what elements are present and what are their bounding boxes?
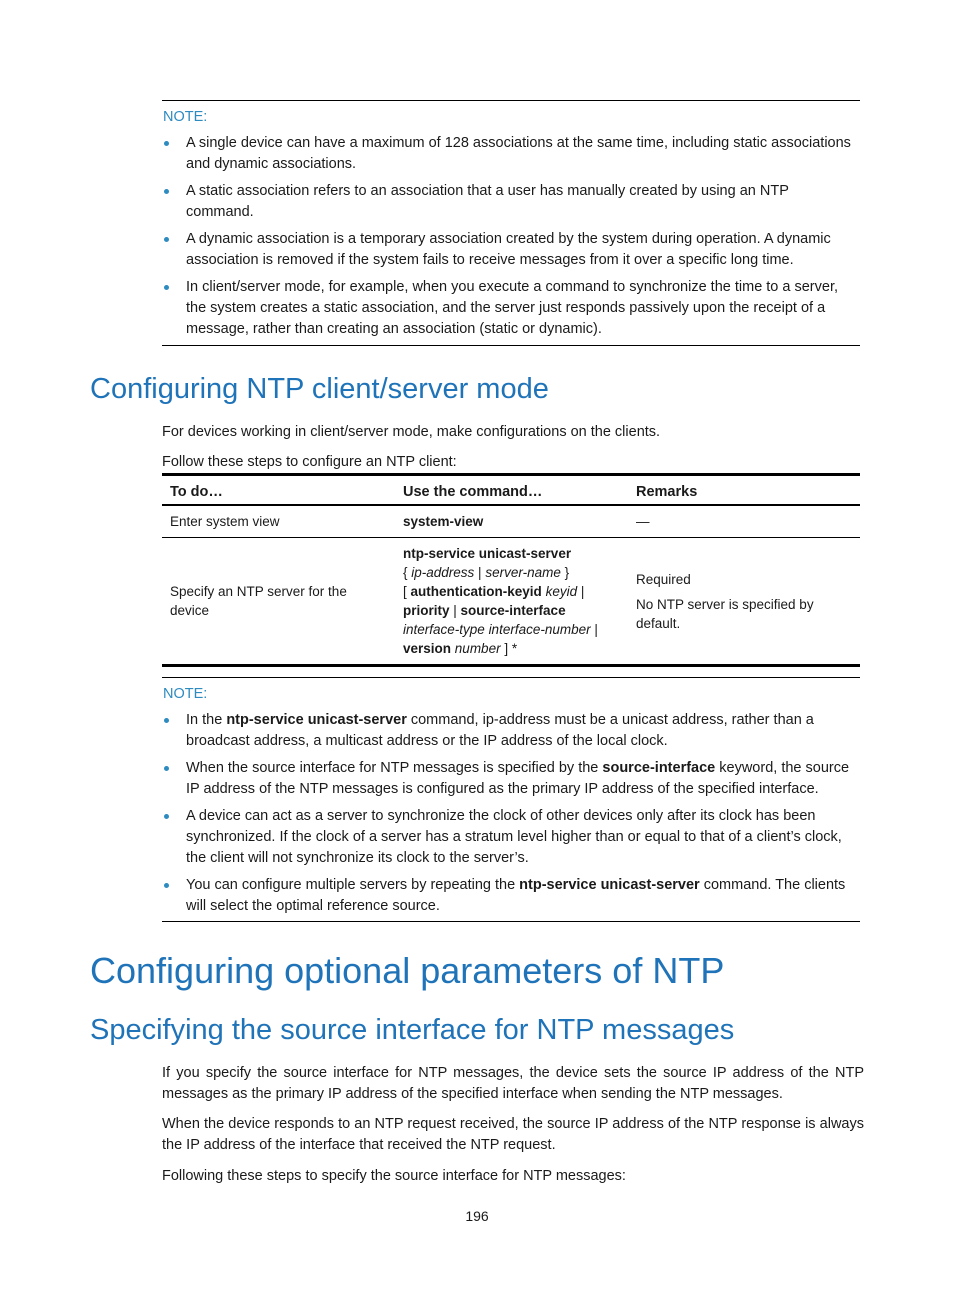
cmd-symbol: | [590,622,598,637]
section-intro: For devices working in client/server mode, make configurations on the clients. [162,424,661,440]
cmd-arg: number [454,641,501,656]
cell-remarks: — [628,505,860,538]
note-label: NOTE: [163,686,208,702]
section-heading: Configuring NTP client/server mode [90,373,549,405]
cell-todo: Specify an NTP server for the device [162,538,395,666]
note-box-1 [162,100,860,346]
cmd-symbol: { [403,565,412,580]
table-row [162,538,860,666]
cmd-keyword: ntp-service unicast-server [403,546,572,561]
command-table [162,473,860,667]
text-run: In the [186,712,227,728]
bullet-icon [164,237,169,242]
list-item-text: A static association refers to an association that a user has manually created by using an NTP command. [186,183,789,220]
list-item-text: A single device can have a maximum of 128 associations at the same time, including static associations and dynamic associations. [186,135,851,172]
remark-default: No NTP server is specified by default. [636,596,814,631]
cmd-keyword: priority [403,603,450,618]
list-item [162,875,860,917]
cmd-arg: interface-type [403,622,485,637]
note-list [162,133,860,340]
bullet-icon [164,814,169,819]
bullet-icon [164,285,169,290]
list-item [162,806,860,869]
note-list [162,710,860,917]
steps-intro: Follow these steps to configure an NTP client: [162,454,457,470]
column-header-remarks: Remarks [628,475,860,506]
cmd-arg: interface-number [488,622,591,637]
list-item [162,277,860,340]
page-number: 196 [465,1208,489,1224]
column-header-command: Use the command… [395,475,628,506]
cmd-arg: server-name [485,565,561,580]
bullet-icon [164,766,169,771]
note-label: NOTE: [163,109,208,125]
cmd-symbol: ] * [500,641,518,656]
cmd-arg: keyid [545,584,578,599]
paragraph: When the device responds to an NTP request received, the source IP address of the NTP response is always the IP address of the interface that received the NTP request. [162,1116,864,1153]
text-run: You can configure multiple servers by repeating the [186,877,520,893]
paragraph: Following these steps to specify the source interface for NTP messages: [162,1168,626,1184]
bullet-icon [164,141,169,146]
list-item [162,181,860,223]
cmd-symbol: | [577,584,585,599]
cell-command: system-view [395,505,628,538]
remark-required: Required [636,571,691,587]
keyword-text: ntp-service unicast-server [226,712,407,728]
cmd-symbol: } [560,565,570,580]
bullet-icon [164,718,169,723]
bullet-icon [164,883,169,888]
table-header-row [162,475,860,506]
cmd-symbol: | [449,603,461,618]
list-item-text: In client/server mode, for example, when you execute a command to synchronize the time to a server, the system creates a static association, and the server just responds passively upon the receipt of a message, rather than creating an association (static or dynamic). [186,279,839,337]
cmd-keyword: authentication-keyid [410,584,542,599]
text-run: command, ip-address must be a unicast address, rather than a broadcast address, a multicast address or the IP address of the local clock. [186,712,814,749]
text-run: command. The clients will select the optimal reference source. [186,877,846,914]
list-item [162,758,860,800]
bullet-icon [164,189,169,194]
chapter-heading: Configuring optional parameters of NTP [90,950,725,991]
cmd-symbol: [ [403,584,411,599]
cmd-arg: ip-address [411,565,475,580]
list-item [162,229,860,271]
cmd-keyword: source-interface [460,603,566,618]
section-heading: Specifying the source interface for NTP messages [90,1014,735,1046]
table-row [162,505,860,538]
cmd-symbol: | [474,565,486,580]
text-run: When the source interface for NTP messages is specified by the [186,760,603,776]
cell-command [395,538,628,666]
cmd-keyword: version [403,641,452,656]
cell-todo: Enter system view [162,505,395,538]
note-box-2 [162,677,860,922]
column-header-todo: To do… [162,475,395,506]
list-item [162,133,860,175]
text-run: keyword, the source IP address of the NTP messages is configured as the primary IP address of the specified interface. [186,760,850,797]
paragraph: If you specify the source interface for NTP messages, the device sets the source IP address of the NTP messages as the primary IP address of the specified interface when sending the NTP messages. [162,1065,864,1102]
cell-remarks [628,538,860,666]
list-item [162,710,860,752]
list-item-text: A dynamic association is a temporary association created by the system during operation. A dynamic association is removed if the system fails to receive messages from it over a specific long time. [186,231,831,268]
keyword-text: ntp-service unicast-server [519,877,700,893]
keyword-text: source-interface [602,760,716,776]
text-run: A device can act as a server to synchronize the clock of other devices only after its clock has been synchronized. If the clock of a server has a stratum level higher than or equal to that of a client’s clock, the client will not synchronize its clock to the server’s. [186,808,842,866]
